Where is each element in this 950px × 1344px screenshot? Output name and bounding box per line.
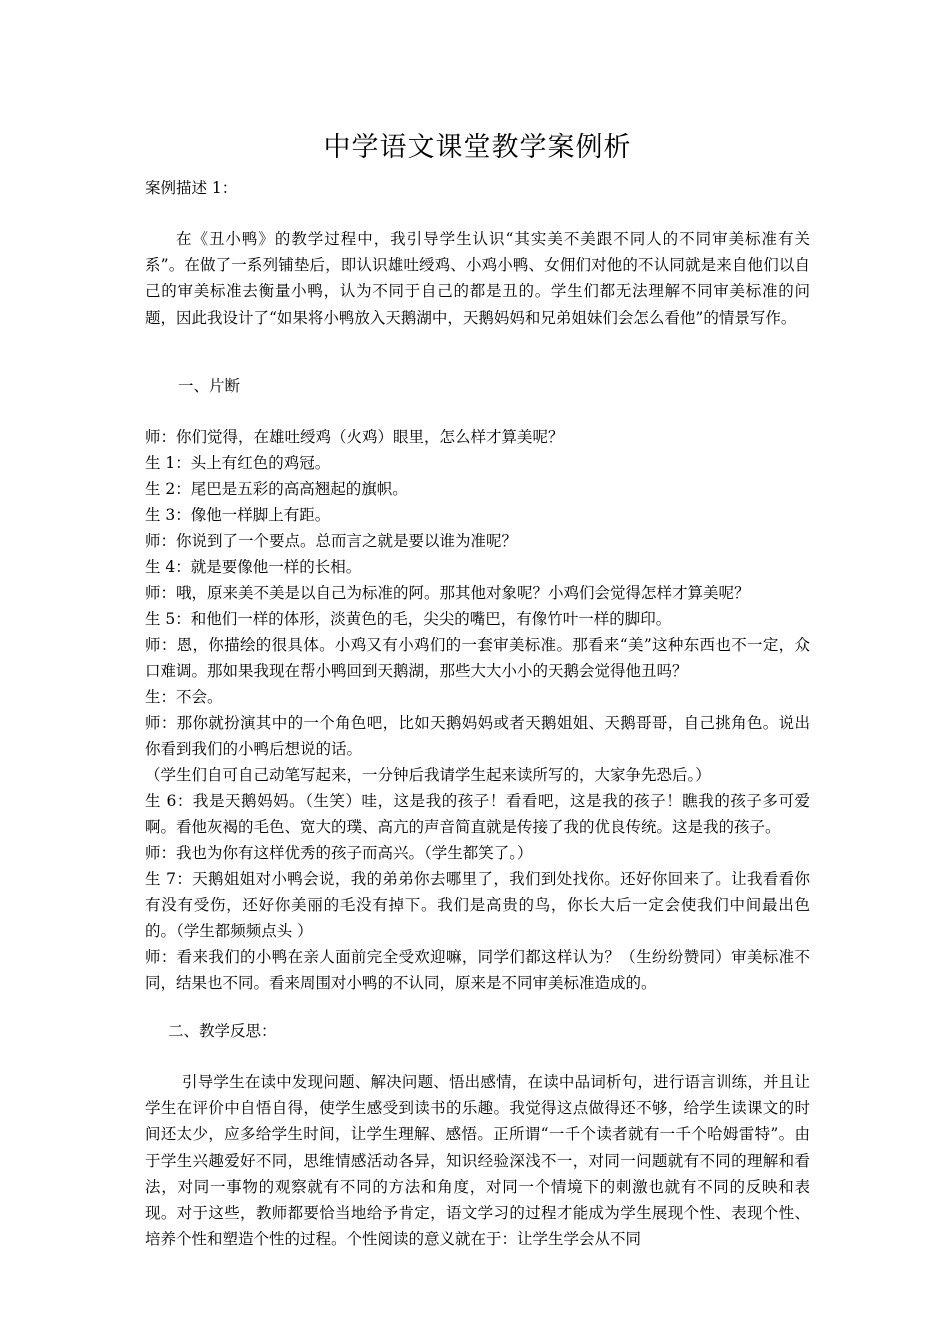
dialogue-line: 师：你说到了一个要点。总而言之就是要以谁为准呢？ bbox=[145, 532, 518, 550]
case-label: 案例描述 1： bbox=[145, 179, 238, 197]
section-heading-reflection: 二、教学反思： bbox=[168, 1022, 277, 1040]
dialogue-line: 生 7：天鹅姐姐对小鸭会说，我的弟弟你去哪里了，我们到处找你。还好你回来了。让我看看你有没有受伤，还好你美丽的毛没有掉下。我们是高贵的鸟，你长大后一定会使我们中间最出色的。（学生都频频点头 ） bbox=[145, 870, 810, 941]
dialogue-line: 生 6：我是天鹅妈妈。（生笑）哇，这是我的孩子！看看吧，这是我的孩子！瞧我的孩子多可爱啊。看他灰褐的毛色、宽大的璞、高亢的声音简直就是传接了我的优良传统。这是我的孩子。 bbox=[145, 792, 810, 837]
dialogue-line: 生 2：尾巴是五彩的高高翘起的旗帜。 bbox=[145, 480, 408, 498]
dialogue-line: 师：你们觉得，在雄吐绶鸡（火鸡）眼里，怎么样才算美呢？ bbox=[145, 428, 564, 446]
dialogue-line: 生 3：像他一样脚上有距。 bbox=[145, 506, 331, 524]
dialogue-line: （学生们自可自己动笔写起来，一分钟后我请学生起来读所写的，大家争先恐后。） bbox=[145, 766, 711, 784]
dialogue-line: 师：那你就扮演其中的一个角色吧，比如天鹅妈妈或者天鹅姐姐、天鹅哥哥，自己挑角色。说出你看到我们的小鸭后想说的话。 bbox=[145, 714, 810, 759]
page-title: 中学语文课堂教学案例析 bbox=[323, 132, 632, 163]
dialogue-line: 生 4：就是要像他一样的长相。 bbox=[145, 558, 362, 576]
dialogue-line: 师：看来我们的小鸭在亲人面前完全受欢迎嘛，同学们都这样认为？（生纷纷赞同）审美标准不同，结果也不同。看来周围对小鸭的不认同，原来是不同审美标准造成的。 bbox=[145, 948, 810, 993]
intro-paragraph: 在《丑小鸭》的教学过程中，我引导学生认识“其实美不美跟不同人的不同审美标准有关系”。在做了一系列铺垫后，即认识雄吐绶鸡、小鸡小鸭、女佣们对他的不认同就是来自他们以自己的审美标准去衡量小鸭，认为不同于自己的都是丑的。学生们都无法理解不同审美标准的问题，因此我设计了“如果将小鸭放入天鹅湖中，天鹅妈妈和兄弟姐妹们会怎么看他”的情景写作。 bbox=[145, 230, 810, 327]
dialogue-line: 生 1：头上有红色的鸡冠。 bbox=[145, 454, 331, 472]
dialogue-line: 师：我也为你有这样优秀的孩子而高兴。（学生都笑了。） bbox=[145, 844, 533, 862]
dialogue-line: 师：哦，原来美不美是以自己为标准的阿。那其他对象呢？小鸡们会觉得怎样才算美呢？ bbox=[145, 584, 750, 602]
section-heading-fragment: 一、片断 bbox=[178, 377, 241, 395]
dialogue-line: 生 5：和他们一样的体形，淡黄色的毛，尖尖的嘴巴，有像竹叶一样的脚印。 bbox=[145, 610, 672, 628]
dialogue-line: 师：恩，你描绘的很具体。小鸡又有小鸡们的一套审美标准。那看来“美”这种东西也不一定，众口难调。那如果我现在帮小鸭回到天鹅湖，那些大大小小的天鹅会觉得他丑吗？ bbox=[145, 636, 810, 681]
dialogue-line: 生：不会。 bbox=[145, 688, 223, 706]
reflection-paragraph: 引导学生在读中发现问题、解决问题、悟出感情，在读中品词析句，进行语言训练，并且让学生在评价中自悟自得，使学生感受到读书的乐趣。我觉得这点做得还不够，给学生读课文的时间还太少，应多给学生时间，让学生理解、感悟。正所谓“一千个读者就有一千个哈姆雷特”。由于学生兴趣爱好不同，思维情感活动各异，知识经验深浅不一，对同一问题就有不同的理解和看法，对同一事物的观察就有不同的方法和角度，对同一个情境下的刺激也就有不同的反映和表现。对于这些，教师都要恰当地给予肯定，语文学习的过程才能成为学生展现个性、表现个性、培养个性和塑造个性的过程。个性阅读的意义就在于：让学生学会从不同 bbox=[145, 1073, 810, 1249]
